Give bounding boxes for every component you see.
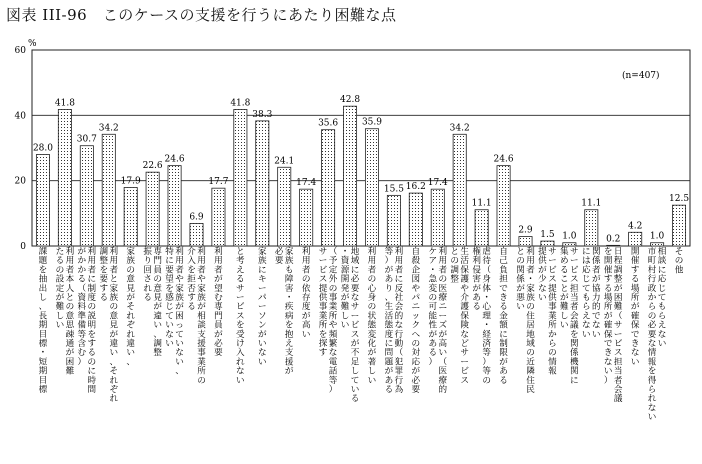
x-category-label: との調整 — [450, 247, 460, 285]
y-tick-label: 40 — [14, 111, 26, 122]
x-category-label: を開催する場所が確保できない） — [603, 247, 613, 386]
x-category-label: 利用者が望む専門員が必要 — [214, 247, 223, 359]
bar — [672, 205, 685, 246]
bar-value-label: 6.9 — [189, 212, 204, 223]
bar — [541, 241, 554, 246]
x-category-label: サービス提供事業所からの情報 — [548, 247, 557, 377]
bar-value-label: 17.4 — [296, 178, 317, 189]
x-category-label: 利用者本人との意思疎通が困難 — [65, 247, 75, 377]
bar — [431, 189, 444, 246]
bar-value-label: 42.8 — [340, 95, 361, 106]
x-category-label: 集めることが難しい — [560, 247, 569, 331]
bar-value-label: 34.2 — [98, 123, 119, 134]
x-category-label: 利用者に反社会的な行動（犯罪行為 — [394, 247, 404, 395]
bar — [387, 195, 400, 246]
bar — [278, 167, 291, 246]
bar — [453, 134, 466, 246]
y-unit-label: % — [28, 39, 37, 49]
x-category-label: 介入を拒否する — [187, 247, 196, 313]
chart-title: 図表 III-96 このケースの支援を行うにあたり困難な点 — [6, 6, 397, 24]
x-category-label: （予定外の事業所や頻繁な電話等） — [328, 247, 338, 395]
bar — [563, 243, 576, 246]
x-category-label: 家族の意見がそれぞれ違い、 — [126, 247, 136, 368]
bar-value-label: 17.7 — [208, 177, 229, 188]
bar-value-label: 24.6 — [164, 154, 185, 165]
bar — [102, 134, 115, 246]
bar-value-label: 17.9 — [120, 176, 141, 187]
bar-value-label: 41.8 — [230, 98, 251, 109]
bar — [190, 223, 203, 246]
x-category-label: ・資源開発が難しい — [340, 247, 350, 331]
bar-value-label: 0.2 — [606, 234, 621, 245]
bar — [475, 210, 488, 246]
bar — [519, 237, 532, 246]
x-category-label: 地域に必要なサービスが不足している — [350, 247, 360, 405]
x-category-label: 利用者の医療ニーズが高い（医療的 — [438, 247, 448, 395]
x-category-label: 必要 — [274, 247, 284, 267]
bar — [322, 130, 335, 246]
bar — [146, 172, 159, 246]
x-category-label: サービス担当者会議を関係機関に — [570, 247, 579, 386]
x-category-label: 相談に応じてもらえない — [657, 247, 667, 349]
bar-value-label: 24.1 — [274, 156, 295, 167]
x-category-label: 自殺企図やパニックへの対応が必要 — [411, 247, 421, 395]
x-category-label: との関係が悪い — [516, 247, 525, 313]
bar — [585, 210, 598, 246]
x-category-label: ケア・急変の可能性がある） — [428, 247, 438, 368]
bar-value-label: 41.8 — [54, 98, 75, 109]
bar — [497, 166, 510, 246]
x-category-label: 利用者に制度の説明をするのに時間 — [87, 247, 97, 395]
bar — [365, 129, 378, 246]
x-category-label: 利用者や家族が困っていない、 — [175, 247, 184, 377]
x-category-label: 調整を要する — [99, 247, 109, 303]
bar-value-label: 1.5 — [540, 230, 555, 241]
bar-value-label: 38.3 — [252, 109, 273, 120]
bar-value-label: 15.5 — [383, 184, 404, 195]
bar-value-label: 30.7 — [76, 134, 97, 145]
sample-size-note: (n=407) — [622, 71, 660, 81]
x-category-label: 提供が少ない — [538, 247, 547, 303]
y-tick-label: 0 — [20, 242, 26, 252]
bar — [300, 189, 313, 246]
bar-value-label: 16.2 — [405, 182, 426, 193]
x-category-label: 専門員の意見が違い、調整 — [153, 247, 162, 359]
bar-value-label: 11.1 — [581, 198, 602, 209]
bar-value-label: 17.4 — [427, 178, 448, 189]
bar — [234, 109, 247, 246]
x-category-label: 利用者や家族が相談支援事業所の — [197, 247, 206, 386]
bar-value-label: 11.1 — [471, 198, 492, 209]
x-category-label: 家族も障害・疾病を抱え支援が — [284, 247, 294, 377]
bar — [124, 188, 137, 246]
x-category-label: 権利侵害がある — [472, 247, 481, 313]
x-category-label: 利用者と家族の意見が違い、それぞれ — [109, 247, 119, 405]
x-category-label: には応じてもらえない — [581, 247, 591, 340]
bar — [212, 188, 225, 246]
x-category-label: がかかる（資料準備等含む） — [77, 247, 87, 368]
bar — [651, 243, 664, 246]
x-category-label: サービス提供事業所を探す — [318, 247, 328, 359]
bar-value-label: 24.6 — [493, 154, 514, 165]
bar-value-label: 35.6 — [318, 118, 339, 129]
bar-value-label: 1.0 — [649, 231, 665, 242]
bar-value-label: 28.0 — [32, 143, 53, 154]
x-category-label: 市町村行政からの必要な情報を得られない — [647, 247, 657, 423]
x-category-label: 自己負担できる金額に制限がある — [499, 247, 508, 386]
bar — [607, 245, 620, 246]
x-category-label: と考えるサービスを受け入れない — [236, 247, 245, 386]
x-category-label: 開催する場所が確保できない — [630, 247, 640, 368]
x-category-label: 等）があり、生活態度に問題がある — [384, 247, 394, 395]
x-category-label: 虐待（身体・心理・経済等）等の — [482, 247, 491, 386]
x-category-label: 利用者の依存度が高い — [301, 247, 311, 340]
bar — [168, 166, 181, 246]
y-tick-label: 20 — [14, 176, 26, 187]
bar-value-label: 34.2 — [449, 123, 470, 134]
x-category-label: 課題を抽出し、長期目標・短期目標 — [38, 247, 48, 395]
x-category-label: 日程調整が困難（サービス担当者会議 — [613, 247, 623, 405]
bar-value-label: 2.9 — [518, 225, 533, 236]
x-category-label: 家族にキーパーソンがいない — [257, 247, 267, 368]
bar-value-label: 22.6 — [142, 161, 163, 172]
bar — [80, 146, 93, 246]
x-category-label: たるの設定が難しい — [55, 247, 65, 331]
x-category-label: 利用者の心身の状態変化が著しい — [367, 247, 377, 386]
bar-value-label: 35.9 — [361, 117, 382, 128]
y-tick-label: 60 — [14, 46, 26, 56]
bar — [58, 109, 71, 246]
bar — [343, 106, 356, 246]
bar-value-label: 1.0 — [562, 231, 577, 242]
x-category-label: 特に要望を感じていない — [165, 247, 174, 349]
bar — [629, 232, 642, 246]
x-category-label: 関係者が協力的でない — [591, 247, 601, 340]
x-category-label: 生活保護や介護保険などサービス — [460, 247, 470, 386]
x-category-label: その他 — [674, 247, 684, 276]
bar-value-label: 12.5 — [669, 194, 690, 205]
bar — [36, 155, 49, 246]
x-category-label: 振り回される — [143, 247, 152, 303]
x-category-label: 利用者・家族の住居地域の近隣住民 — [526, 247, 535, 395]
bar — [409, 193, 422, 246]
bar-value-label: 4.2 — [628, 221, 643, 232]
bar — [256, 121, 269, 246]
